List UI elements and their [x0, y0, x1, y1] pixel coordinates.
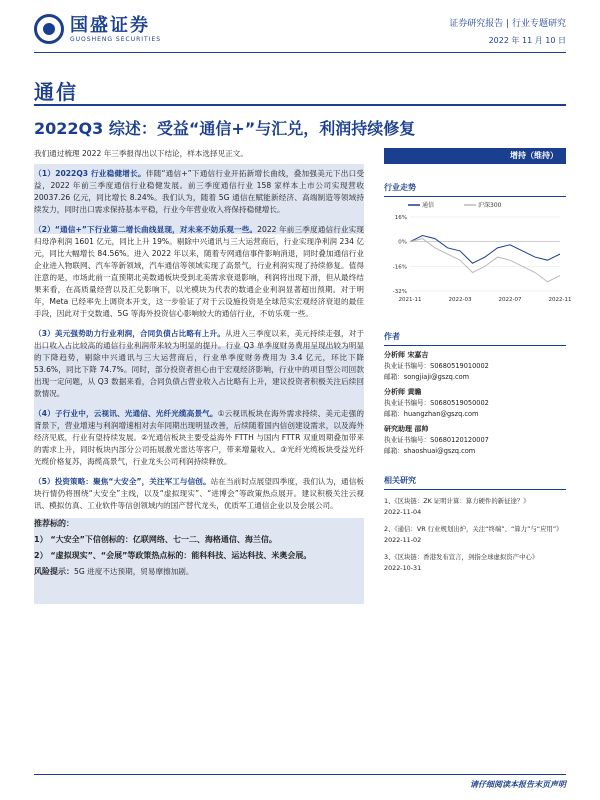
author-entry [384, 424, 566, 435]
email-address[interactable]: shaoshuai@gszq.com [403, 447, 476, 455]
cert-label: 执业证书编号： [384, 399, 431, 407]
author-entry [384, 350, 566, 361]
logo-text-en: GUOSHENG SECURITIES [70, 35, 162, 43]
x-tick-label: 2022-07 [498, 297, 522, 303]
y-tick-label: 16% [394, 215, 407, 221]
report-date: 2022 年 11 月 10 日 [488, 36, 566, 45]
footer-divider [34, 774, 566, 775]
related-date: 2022-11-02 [384, 536, 422, 544]
email-address[interactable]: songjiaji@gszq.com [403, 373, 470, 381]
email-label: 邮箱： [384, 410, 404, 418]
paragraph-4 [34, 404, 364, 468]
email-label: 邮箱： [384, 447, 404, 455]
related-title[interactable]: 3、《区块链：香港发布宣言，剑指全球虚拟资产中心》 [384, 553, 539, 561]
paragraph-lead: （5）投资策略：聚焦“大安全”，关注军工与信创。 [34, 477, 211, 486]
related-heading: 相关研究 [384, 471, 566, 490]
y-tick-label: -32% [392, 289, 407, 295]
recommend-item-2: 2） “虚拟现实”、“会展”等政策热点标的：能科科技、运达科技、米奥会展。 [34, 551, 312, 560]
author-role: 研究助理 [384, 425, 412, 433]
author-cert [384, 398, 566, 409]
header-divider [34, 52, 566, 53]
trend-chart [384, 197, 572, 309]
paragraph-5 [34, 472, 364, 512]
cert-label: 执业证书编号： [384, 436, 431, 444]
sidebar [384, 148, 572, 574]
paragraph-body: 2022 年前三季度通信行业实现归母净利润 1601 亿元，同比上升 19%。剔除中兴通讯与三大运营商后，行业实现净利润 234 亿元，同比大幅增长 84.56%。进入 2022 年以来，随着专网通信事件影响消退，同时叠加通信行业企业进入物联网、汽车等新领域，汽车通信等领域实现了高景气，行业利润实现了持续修复。值得注意的是，市场此前一直预期北美数通板块受到北美需求衰退影响，利润将出现下滑，但从最终结果来看，在高质量经营以及汇兑影响下，以光模块为代表的数通企业利润显著超出预期。对于明年，Meta 已经率先上调资本开支，这一步验证了对于云设施投资是全球范实宏观经济衰退的最佳手段，因此对于交数通、5G 等海外投资信心影响较大的通信行业，不妨乐观一些。 [34, 225, 364, 318]
risk-label: 风险提示： [34, 567, 74, 576]
rating-badge: 增持（维持） [384, 148, 566, 164]
paragraph-body: ①云视讯板块在海外需求持续、美元走强的背景下，营业增速与利润增速相对去年同期出现明显改善，后续随着国内信创建设需求，以及海外经济见底，行业有望持续发展。②光通信板块主要受益海外 FTTH 与国内 FTTR 双重周期叠加带来的需求上升，同时板块内部分公司拓展激光雷达等客户，带来增量收入。③光纤光缆板块受益光纤光缆价格复苏，海缆高景气，行业龙头公司利润持续释放。 [34, 409, 364, 466]
risk-text: 5G 进度不达预期，贸易摩擦加剧。 [74, 567, 194, 576]
y-tick-label: 0% [398, 239, 407, 246]
sector-divider [34, 104, 566, 106]
cert-number: S0680120120007 [430, 436, 489, 444]
related-title[interactable]: 2、《通信：VR 行业规划出炉，关注“终端”、“算力”与“应用”》 [384, 525, 563, 533]
main-text [34, 148, 364, 582]
report-category: 证券研究报告 | 行业专题研究 [449, 19, 566, 29]
paragraph-body: 从进入三季度以来，美元持续走强，对于出口收入占比较高的通信行业利润带来较为明显的提升。行业 Q3 单季度财务费用呈现出较为明显的下降趋势，剔除中兴通讯与三大运营商后，行业单季度财务费用为 3.4 亿元，环比下降 53.6%，同比下降 74.7%。同时，部分投资者担心由于宏观经济影响，行业中的项目型公司回款出现一定问题，从 Q3 数据来看，合同负债占营业收入占比略有上升，建议投资者积极关注后续回款情况。 [34, 329, 365, 398]
cert-label: 执业证书编号： [384, 362, 431, 370]
y-tick-label: -16% [392, 264, 407, 271]
related-list [384, 496, 566, 574]
paragraph-lead: （4）子行业中，云视讯、光通信、光纤光缆高景气。 [34, 409, 218, 418]
author-role: 分析师 [384, 388, 405, 396]
x-tick-label: 2021-11 [398, 297, 422, 303]
legend-label-a: 通信 [422, 202, 435, 209]
related-item[interactable] [384, 496, 566, 518]
paragraph-body: 伴随“通信+”下通信行业开拓新增长曲线，叠加强美元下出口受益，2022 年前三季度通信行业稳健发展。前三季度通信行业 158 家样本上市公司实现营收 20037.26 亿元，同比增长 8.24%。我们认为，随着 5G 通信在赋能新经济、高端制造等领域持续发力，同时出口需求保持基本平稳，行业今年营业收入将保持稳健增长。 [34, 169, 364, 214]
author-name: 黄瞻 [407, 388, 422, 396]
related-item[interactable] [384, 552, 566, 574]
trend-heading: 行业走势 [384, 178, 566, 197]
cert-number: S0680519050002 [430, 399, 489, 407]
author-entry [384, 387, 566, 398]
paragraph-body: 站在当前时点展望四季度，我们认为，通信板块行情仍将围绕“大安全”主线，以及“虚拟现实”、“进博会”等政策热点展开。建议积极关注云视讯、模拟仿真、工业软件等信创领域内的国产替代龙头，优质军工通信企业以及会展公司。 [34, 477, 364, 510]
series-line-0 [410, 236, 560, 264]
authors-heading: 作者 [384, 327, 566, 346]
x-tick-label: 2022-03 [448, 297, 472, 303]
author-role: 分析师 [384, 351, 405, 359]
recommend-title: 推荐标的： [34, 519, 74, 528]
authors-list [384, 350, 566, 457]
author-name: 宋嘉吉 [407, 351, 429, 359]
report-title: 2022Q3 综述：受益“通信+”与汇兑，利润持续修复 [34, 119, 416, 138]
x-tick-label: 2022-11 [548, 297, 572, 303]
paragraph-3 [34, 324, 364, 400]
related-date: 2022-11-04 [384, 508, 422, 516]
paragraph-lead: （3）美元强势助力行业利润，合同负债占比略有上升。 [34, 329, 225, 338]
sector-title: 通信 [34, 80, 78, 104]
logo-text-cn: 国盛证券 [70, 14, 150, 36]
related-title[interactable]: 1、《区块链：ZK 证明计算：算力硬件的新征途？》 [384, 497, 530, 505]
logo-icon [34, 14, 64, 44]
legend-label-b: 沪深300 [478, 202, 502, 209]
paragraph-2 [34, 220, 364, 320]
related-date: 2022-10-31 [384, 564, 422, 572]
author-email[interactable] [384, 446, 566, 457]
paragraph-lead: （2）“通信+”下行业第二增长曲线显现，对未来不妨乐观一些。 [34, 225, 258, 234]
email-address[interactable]: huangzhan@gszq.com [403, 410, 479, 418]
author-name: 邵帅 [414, 425, 429, 433]
email-label: 邮箱： [384, 373, 404, 381]
author-email[interactable] [384, 409, 566, 420]
related-item[interactable] [384, 524, 566, 546]
risk-line [34, 566, 364, 578]
company-logo [34, 14, 161, 44]
series-line-1 [410, 239, 560, 282]
author-cert [384, 435, 566, 446]
cert-number: S0680519010002 [430, 362, 489, 370]
author-cert [384, 361, 566, 372]
footer-disclaimer: 请仔细阅读本报告末页声明 [470, 780, 566, 789]
author-email[interactable] [384, 372, 566, 383]
recommend-item-1: 1） “大安全”下信创标的：亿联网络、七一二、海格通信、海兰信。 [34, 535, 277, 544]
paragraph-1 [34, 164, 364, 216]
intro-text: 我们通过梳理 2022 年三季报得出以下结论，样本选择见正文。 [34, 149, 248, 158]
paragraph-lead: （1）2022Q3 行业稳健增长。 [34, 169, 146, 178]
